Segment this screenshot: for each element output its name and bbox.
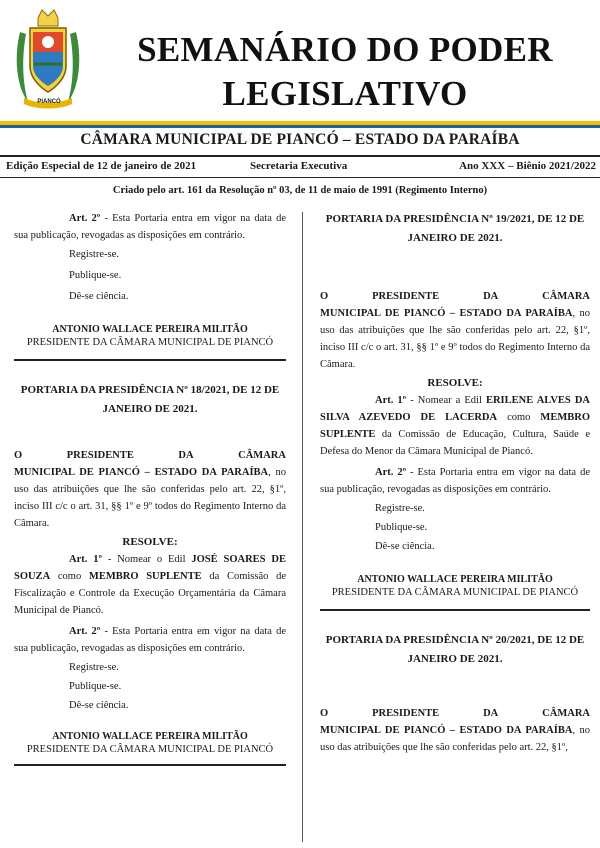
- year-label: Ano XXX – Biênio 2021/2022: [459, 160, 596, 172]
- masthead: [0, 0, 600, 122]
- president-line: O PRESIDENTE DA CÂMARA: [320, 708, 590, 719]
- signature-role: PRESIDENTE DA CÂMARA MUNICIPAL DE PIANCÓ: [26, 337, 274, 348]
- publique-line: Publique-se.: [375, 522, 428, 533]
- portaria-20-heading: PORTARIA DA PRESIDÊNCIA Nº 20/2021, DE 12 DE JANEIRO DE 2021.: [325, 634, 585, 665]
- section-separator: [14, 764, 286, 766]
- signature-name: ANTONIO WALLACE PEREIRA MILITÃO: [357, 574, 553, 585]
- crest-label: PIANCÓ: [37, 99, 61, 105]
- chamber-title: CÂMARA MUNICIPAL DE PIANCÓ – ESTADO DA PARAÍBA: [80, 131, 520, 148]
- signature-name: ANTONIO WALLACE PEREIRA MILITÃO: [52, 731, 248, 742]
- signature-role: PRESIDENTE DA CÂMARA MUNICIPAL DE PIANCÓ: [331, 587, 579, 598]
- header-rule: [0, 155, 600, 157]
- resolve-label: RESOLVE:: [122, 536, 178, 548]
- portaria-19-preamble: MUNICIPAL DE PIANCÓ – ESTADO DA PARAÍBA, no uso das atribuições que lhe são conferidas pelo art. 22, §1º, inciso III c/c o art. 31, §§ 1º e 9º todos do Regimento Interno da Câmara.: [320, 308, 591, 370]
- created-by-note: Criado pelo art. 161 da Resolução nº 03, de 11 de maio de 1991 (Regimento Interno): [112, 185, 488, 196]
- edition-rule: [0, 177, 600, 178]
- edition-row: [6, 160, 596, 176]
- portaria-18-heading: PORTARIA DA PRESIDÊNCIA Nº 18/2021, DE 12 DE JANEIRO DE 2021.: [20, 384, 280, 415]
- portaria-18-art2: Art. 2º - Esta Portaria entra em vigor na data de sua publicação, revogadas as disposições em contrário.: [14, 626, 286, 654]
- resolve-label: RESOLVE:: [427, 377, 483, 389]
- de-se-line: Dê-se ciência.: [375, 541, 435, 552]
- signature-name: ANTONIO WALLACE PEREIRA MILITÃO: [52, 324, 248, 335]
- de-se-line: Dê-se ciência.: [69, 291, 129, 302]
- title-line-2: LEGISLATIVO: [222, 74, 468, 113]
- registre-line: Registre-se.: [375, 503, 425, 514]
- left-column: [14, 210, 286, 766]
- portaria-19-heading: PORTARIA DA PRESIDÊNCIA Nº 19/2021, DE 12 DE JANEIRO DE 2021.: [325, 213, 585, 244]
- de-se-line: Dê-se ciência.: [69, 700, 129, 711]
- president-line: O PRESIDENTE DA CÂMARA: [320, 291, 590, 302]
- portaria-19-art2: Art. 2º - Esta Portaria entra em vigor na data de sua publicação, revogadas as disposições em contrário.: [320, 467, 590, 495]
- secretariat-label: Secretaria Executiva: [250, 160, 348, 172]
- publique-line: Publique-se.: [69, 681, 122, 692]
- portaria-20-preamble: MUNICIPAL DE PIANCÓ – ESTADO DA PARAÍBA, no uso das atribuições que lhe são conferidas pelo art. 22, §1º,: [320, 725, 591, 753]
- edition-label: Edição Especial de 12 de janeiro de 2021: [6, 160, 197, 172]
- page-title: [110, 28, 580, 116]
- registre-line: Registre-se.: [69, 249, 119, 260]
- column-divider: [302, 212, 303, 842]
- registre-line: Registre-se.: [69, 662, 119, 673]
- signature-role: PRESIDENTE DA CÂMARA MUNICIPAL DE PIANCÓ: [26, 744, 274, 755]
- president-line: O PRESIDENTE DA CÂMARA: [14, 450, 286, 461]
- portaria-18-art1: Art. 1º - Nomear o Edil JOSÉ SOARES DE SOUZA como MEMBRO SUPLENTE da Comissão de Fiscalização e Controle da Execução Orçamentária da Câmara Municipal de Piancó.: [14, 554, 286, 616]
- blue-stripe: [0, 125, 600, 128]
- right-column: [320, 210, 590, 756]
- portaria-19-art1: Art. 1º - Nomear a Edil ERILENE ALVES DA SILVA AZEVEDO DE LACERDA como MEMBRO SUPLENTE da Comissão de Educação, Cultura, Saúde e Defesa do Menor da Câmara Municipal de Piancó.: [320, 395, 590, 457]
- portaria-18-preamble: MUNICIPAL DE PIANCÓ – ESTADO DA PARAÍBA, no uso das atribuições que lhe são conferidas pelo art. 22, §1º, inciso III c/c o art. 31, §§ 1º e 9º todos do Regimento Interno da Câmara.: [14, 467, 287, 529]
- publique-line: Publique-se.: [69, 270, 122, 281]
- title-line-1: SEMANÁRIO DO PODER: [137, 30, 553, 69]
- art2-previous: Art. 2º - Esta Portaria entra em vigor na data de sua publicação, revogadas as disposições em contrário.: [14, 213, 286, 241]
